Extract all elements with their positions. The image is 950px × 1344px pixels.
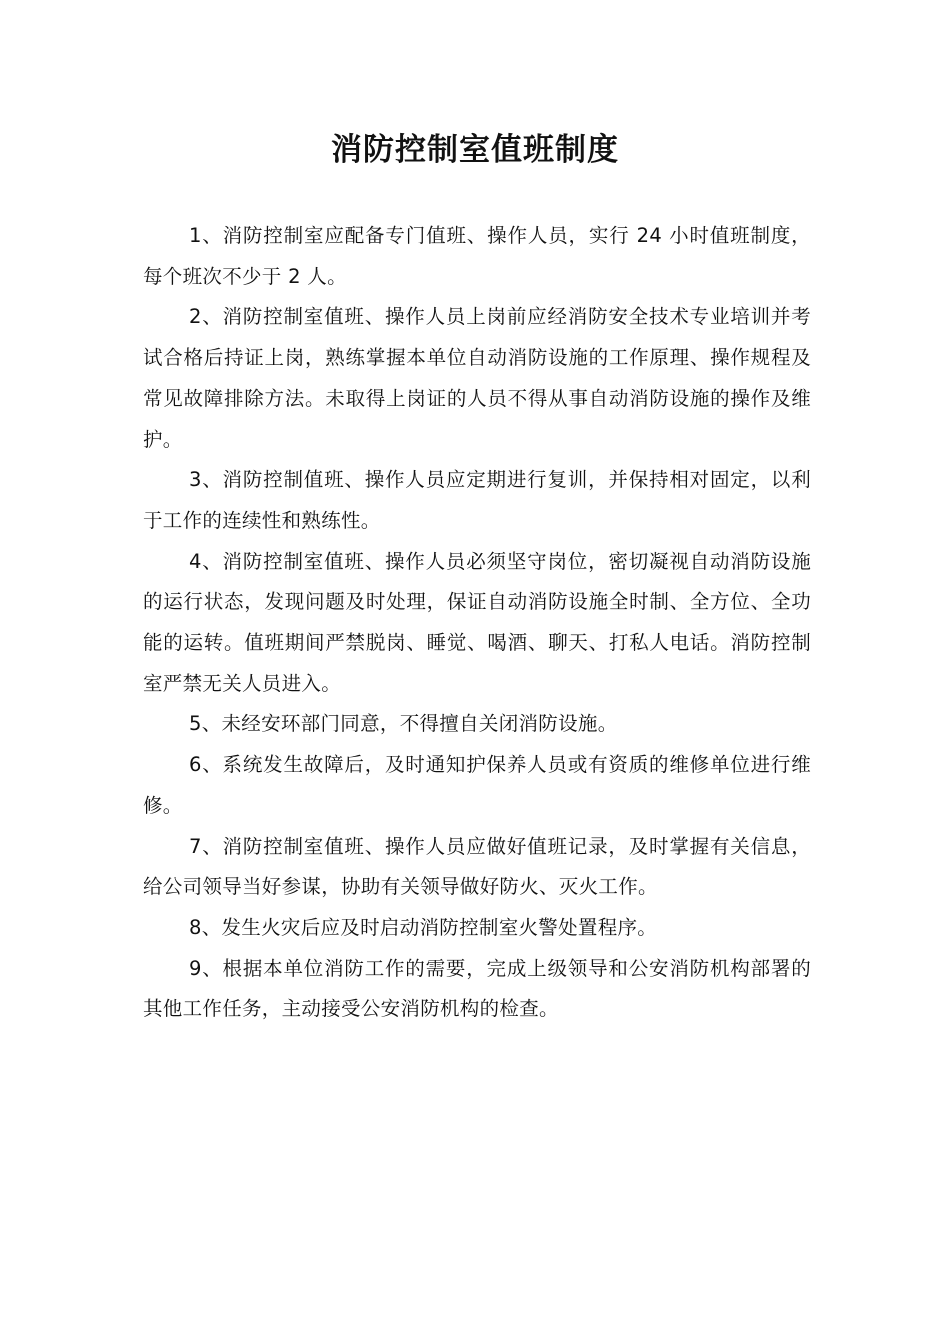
paragraph-8: 8、发生火灾后应及时启动消防控制室火警处置程序。: [189, 915, 658, 939]
paragraph-4: 4、消防控制室值班、操作人员必须坚守岗位，密切凝视自动消防设施的运行状态，发现问题及时处理，保证自动消防设施全时制、全方位、全功能的运转。值班期间严禁脱岗、睡觉、喝酒、聊天、打私人电话。消防控制室严禁无关人员进入。: [143, 549, 811, 695]
document-body: [143, 216, 811, 1030]
paragraph-3: 3、消防控制值班、操作人员应定期进行复训，并保持相对固定，以利于工作的连续性和熟练性。: [143, 468, 811, 532]
paragraph-7: 7、消防控制室值班、操作人员应做好值班记录，及时掌握有关信息，给公司领导当好参谋，协助有关领导做好防火、灭火工作。: [143, 834, 811, 899]
paragraph-2: 2、消防控制室值班、操作人员上岗前应经消防安全技术专业培训并考试合格后持证上岗，熟练掌握本单位自动消防设施的工作原理、操作规程及常见故障排除方法。未取得上岗证的人员不得从事自动消防设施的操作及维护。: [143, 305, 811, 451]
paragraph-1: 1、消防控制室应配备专门值班、操作人员，实行 24 小时值班制度，每个班次不少于 2 人。: [143, 224, 811, 288]
paragraph-5: 5、未经安环部门同意，不得擅自关闭消防设施。: [189, 712, 618, 736]
document-title: 消防控制室值班制度: [331, 132, 619, 168]
paragraph-6: 6、系统发生故障后，及时通知护保养人员或有资质的维修单位进行维修。: [143, 753, 811, 817]
paragraph-9: 9、根据本单位消防工作的需要，完成上级领导和公安消防机构部署的其他工作任务，主动接受公安消防机构的检查。: [143, 956, 811, 1021]
